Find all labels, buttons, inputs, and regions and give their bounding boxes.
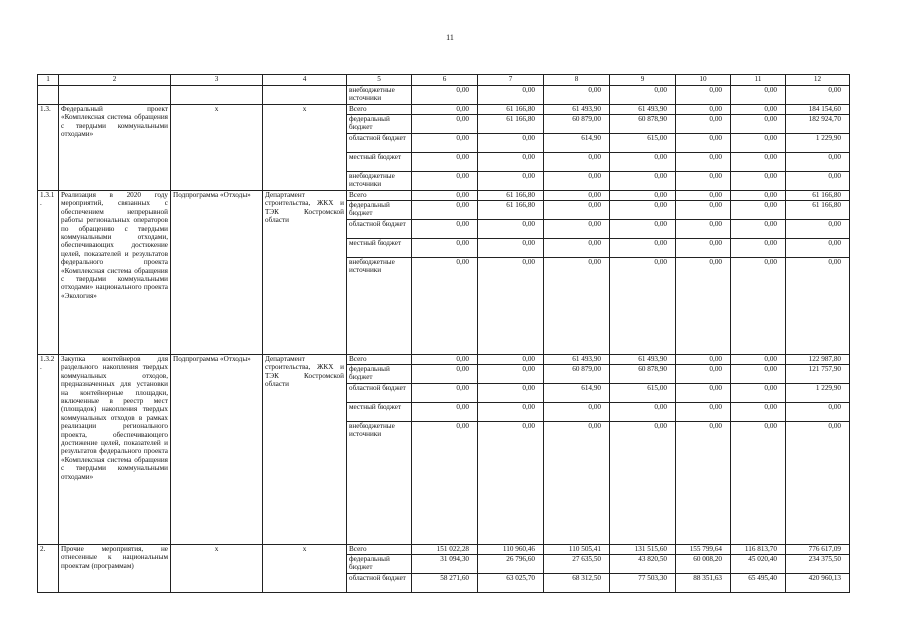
value-cell: 60 878,90: [610, 365, 676, 384]
value-cell: 61 493,90: [544, 105, 610, 115]
value-cell: 0,00: [412, 355, 478, 365]
value-cell: 0,00: [676, 153, 731, 172]
header-row: [38, 75, 850, 86]
page-number: 11: [446, 33, 454, 42]
value-cell: 0,00: [544, 258, 610, 355]
value-cell: 0,00: [544, 172, 610, 191]
value-cell: 155 799,64: [676, 545, 731, 555]
value-cell: 60 878,90: [610, 115, 676, 134]
value-cell: 0,00: [731, 115, 786, 134]
source-cell: федеральный бюджет: [347, 115, 412, 134]
value-cell: 0,00: [412, 134, 478, 153]
value-cell: 0,00: [478, 384, 544, 403]
value-cell: 110 960,46: [478, 545, 544, 555]
value-cell: 0,00: [731, 105, 786, 115]
value-cell: 0,00: [610, 153, 676, 172]
table-body: [38, 75, 850, 593]
value-cell: 131 515,60: [610, 545, 676, 555]
empty-cell: [171, 86, 263, 105]
empty-cell: [38, 86, 59, 105]
row-number: 1.3.2.: [38, 355, 59, 545]
source-cell: Всего: [347, 545, 412, 555]
value-cell: 61 166,80: [478, 201, 544, 220]
value-cell: 122 987,80: [786, 355, 850, 365]
row-number: 2.: [38, 545, 59, 593]
value-cell: 61 166,80: [478, 115, 544, 134]
source-cell: Всего: [347, 191, 412, 201]
source-cell: местный бюджет: [347, 153, 412, 172]
value-cell: 27 635,50: [544, 555, 610, 574]
value-cell: 61 166,80: [786, 201, 850, 220]
value-cell: 0,00: [786, 220, 850, 239]
value-cell: 0,00: [786, 172, 850, 191]
value-cell: 0,00: [412, 86, 478, 105]
value-cell: 0,00: [676, 239, 731, 258]
value-cell: 0,00: [544, 153, 610, 172]
value-cell: 61 493,90: [610, 105, 676, 115]
value-cell: 0,00: [610, 220, 676, 239]
column-header: 3: [171, 75, 263, 86]
column-header: 11: [731, 75, 786, 86]
value-cell: 0,00: [478, 172, 544, 191]
value-cell: 0,00: [412, 220, 478, 239]
source-cell: внебюджетные источники: [347, 258, 412, 355]
row-number: 1.3.1.: [38, 191, 59, 355]
value-cell: 63 025,70: [478, 574, 544, 593]
value-cell: 26 796,60: [478, 555, 544, 574]
value-cell: 0,00: [478, 239, 544, 258]
value-cell: 0,00: [610, 422, 676, 545]
program-cell: Подпрограмма «Отходы»: [171, 191, 263, 355]
value-cell: 68 312,50: [544, 574, 610, 593]
value-cell: 0,00: [676, 384, 731, 403]
value-cell: 0,00: [544, 191, 610, 201]
value-cell: 0,00: [412, 115, 478, 134]
value-cell: 0,00: [731, 201, 786, 220]
value-cell: 234 375,50: [786, 555, 850, 574]
value-cell: 61 493,90: [610, 355, 676, 365]
value-cell: 110 505,41: [544, 545, 610, 555]
value-cell: 0,00: [412, 258, 478, 355]
row-number: 1.3.: [38, 105, 59, 191]
column-header: 9: [610, 75, 676, 86]
value-cell: 0,00: [610, 239, 676, 258]
source-cell: внебюджетные источники: [347, 172, 412, 191]
value-cell: 0,00: [786, 258, 850, 355]
column-header: 1: [38, 75, 59, 86]
value-cell: 0,00: [610, 86, 676, 105]
value-cell: 0,00: [731, 86, 786, 105]
source-cell: областной бюджет: [347, 134, 412, 153]
source-cell: областной бюджет: [347, 574, 412, 593]
measure-name: Федеральный проект «Комплексная система обращения с твердыми коммунальными отходами»: [59, 105, 171, 191]
source-cell: федеральный бюджет: [347, 201, 412, 220]
column-header: 4: [263, 75, 347, 86]
value-cell: 61 493,90: [544, 355, 610, 365]
column-header: 10: [676, 75, 731, 86]
value-cell: 0,00: [412, 153, 478, 172]
column-header: 8: [544, 75, 610, 86]
value-cell: 776 617,09: [786, 545, 850, 555]
value-cell: 0,00: [731, 191, 786, 201]
executor-cell: Департамент строительства, ЖКХ и ТЭК Костромской области: [263, 191, 347, 355]
value-cell: 0,00: [412, 239, 478, 258]
value-cell: 0,00: [676, 105, 731, 115]
value-cell: 61 166,80: [478, 191, 544, 201]
value-cell: 0,00: [676, 403, 731, 422]
value-cell: 0,00: [786, 422, 850, 545]
value-cell: 614,90: [544, 134, 610, 153]
value-cell: 121 757,90: [786, 365, 850, 384]
value-cell: 151 022,28: [412, 545, 478, 555]
value-cell: 0,00: [676, 191, 731, 201]
value-cell: 0,00: [412, 201, 478, 220]
value-cell: 0,00: [731, 384, 786, 403]
value-cell: 0,00: [731, 134, 786, 153]
value-cell: 0,00: [786, 153, 850, 172]
value-cell: 0,00: [544, 201, 610, 220]
measure-name: Прочие мероприятия, не отнесенные к национальным проектам (программам): [59, 545, 171, 593]
value-cell: 116 813,70: [731, 545, 786, 555]
column-header: 12: [786, 75, 850, 86]
value-cell: 0,00: [676, 115, 731, 134]
table-row: [38, 86, 850, 105]
source-cell: внебюджетные источники: [347, 86, 412, 105]
value-cell: 0,00: [478, 153, 544, 172]
value-cell: 0,00: [731, 258, 786, 355]
value-cell: 0,00: [478, 422, 544, 545]
table-row: [38, 105, 850, 115]
value-cell: 0,00: [412, 191, 478, 201]
source-cell: областной бюджет: [347, 384, 412, 403]
value-cell: 60 879,00: [544, 365, 610, 384]
column-header: 5: [347, 75, 412, 86]
source-cell: федеральный бюджет: [347, 555, 412, 574]
source-cell: федеральный бюджет: [347, 365, 412, 384]
value-cell: 184 154,60: [786, 105, 850, 115]
measure-name: Реализация в 2020 году мероприятий, связанных с обеспечением непрерывной работы региональных операторов по обращению с твердыми коммунальными отходами, обеспечивающих достижение целей, показателей и результатов федерального проекта «Комплексная система обращения с твердыми коммунальными отходами» национального проекта «Экология»: [59, 191, 171, 355]
value-cell: 182 924,70: [786, 115, 850, 134]
value-cell: 61 166,80: [478, 105, 544, 115]
value-cell: 0,00: [412, 105, 478, 115]
value-cell: 60 879,00: [544, 115, 610, 134]
source-cell: Всего: [347, 105, 412, 115]
value-cell: 0,00: [478, 258, 544, 355]
value-cell: 0,00: [412, 384, 478, 403]
value-cell: 0,00: [610, 191, 676, 201]
value-cell: 0,00: [786, 239, 850, 258]
column-header: 7: [478, 75, 544, 86]
value-cell: 0,00: [731, 355, 786, 365]
value-cell: 0,00: [731, 153, 786, 172]
value-cell: 0,00: [676, 422, 731, 545]
empty-cell: [59, 86, 171, 105]
value-cell: 0,00: [610, 403, 676, 422]
value-cell: 0,00: [478, 220, 544, 239]
value-cell: 0,00: [676, 355, 731, 365]
table-row: [38, 355, 850, 365]
value-cell: 0,00: [544, 86, 610, 105]
value-cell: 0,00: [610, 258, 676, 355]
value-cell: 0,00: [610, 201, 676, 220]
funding-table: [37, 74, 850, 593]
value-cell: 31 094,30: [412, 555, 478, 574]
empty-cell: [263, 86, 347, 105]
value-cell: 88 351,63: [676, 574, 731, 593]
value-cell: 0,00: [676, 86, 731, 105]
value-cell: 0,00: [478, 86, 544, 105]
value-cell: 45 020,40: [731, 555, 786, 574]
source-cell: местный бюджет: [347, 403, 412, 422]
value-cell: 0,00: [412, 422, 478, 545]
value-cell: 0,00: [676, 365, 731, 384]
column-header: 2: [59, 75, 171, 86]
executor-cell: Департамент строительства, ЖКХ и ТЭК Костромской области: [263, 355, 347, 545]
column-header: 6: [412, 75, 478, 86]
executor-cell: х: [263, 105, 347, 191]
source-cell: Всего: [347, 355, 412, 365]
value-cell: 0,00: [610, 172, 676, 191]
program-cell: х: [171, 545, 263, 593]
value-cell: 0,00: [731, 365, 786, 384]
source-cell: местный бюджет: [347, 239, 412, 258]
value-cell: 0,00: [731, 239, 786, 258]
value-cell: 0,00: [786, 403, 850, 422]
value-cell: 0,00: [676, 172, 731, 191]
value-cell: 0,00: [731, 172, 786, 191]
program-cell: Подпрограмма «Отходы»: [171, 355, 263, 545]
value-cell: 0,00: [731, 403, 786, 422]
source-cell: областной бюджет: [347, 220, 412, 239]
value-cell: 43 820,50: [610, 555, 676, 574]
table-row: [38, 191, 850, 201]
value-cell: 0,00: [676, 134, 731, 153]
value-cell: 615,00: [610, 384, 676, 403]
value-cell: 77 503,30: [610, 574, 676, 593]
value-cell: 61 166,80: [786, 191, 850, 201]
value-cell: 0,00: [676, 220, 731, 239]
value-cell: 0,00: [478, 365, 544, 384]
value-cell: 0,00: [676, 258, 731, 355]
value-cell: 615,00: [610, 134, 676, 153]
value-cell: 0,00: [412, 365, 478, 384]
value-cell: 0,00: [544, 239, 610, 258]
source-cell: внебюджетные источники: [347, 422, 412, 545]
value-cell: 0,00: [786, 86, 850, 105]
value-cell: 614,90: [544, 384, 610, 403]
value-cell: 65 495,40: [731, 574, 786, 593]
executor-cell: х: [263, 545, 347, 593]
value-cell: 0,00: [676, 201, 731, 220]
value-cell: 1 229,90: [786, 384, 850, 403]
value-cell: 0,00: [544, 422, 610, 545]
value-cell: 0,00: [478, 134, 544, 153]
program-cell: х: [171, 105, 263, 191]
table-row: [38, 545, 850, 555]
value-cell: 0,00: [412, 403, 478, 422]
value-cell: 1 229,90: [786, 134, 850, 153]
value-cell: 60 008,20: [676, 555, 731, 574]
value-cell: 0,00: [412, 172, 478, 191]
value-cell: 0,00: [544, 403, 610, 422]
value-cell: 0,00: [478, 403, 544, 422]
value-cell: 420 960,13: [786, 574, 850, 593]
value-cell: 58 271,60: [412, 574, 478, 593]
measure-name: Закупка контейнеров для раздельного накопления твердых коммунальных отходов, предназначенных для установки на контейнерные площадки, включенные в реестр мест (площадок) накопления твердых коммунальных отходов в рамках реализации регионального проекта, обеспечивающего достижение целей, показателей и результатов федерального проекта «Комплексная система обращения с твердыми коммунальными отходами»: [59, 355, 171, 545]
value-cell: 0,00: [544, 220, 610, 239]
value-cell: 0,00: [478, 355, 544, 365]
value-cell: 0,00: [731, 422, 786, 545]
value-cell: 0,00: [731, 220, 786, 239]
